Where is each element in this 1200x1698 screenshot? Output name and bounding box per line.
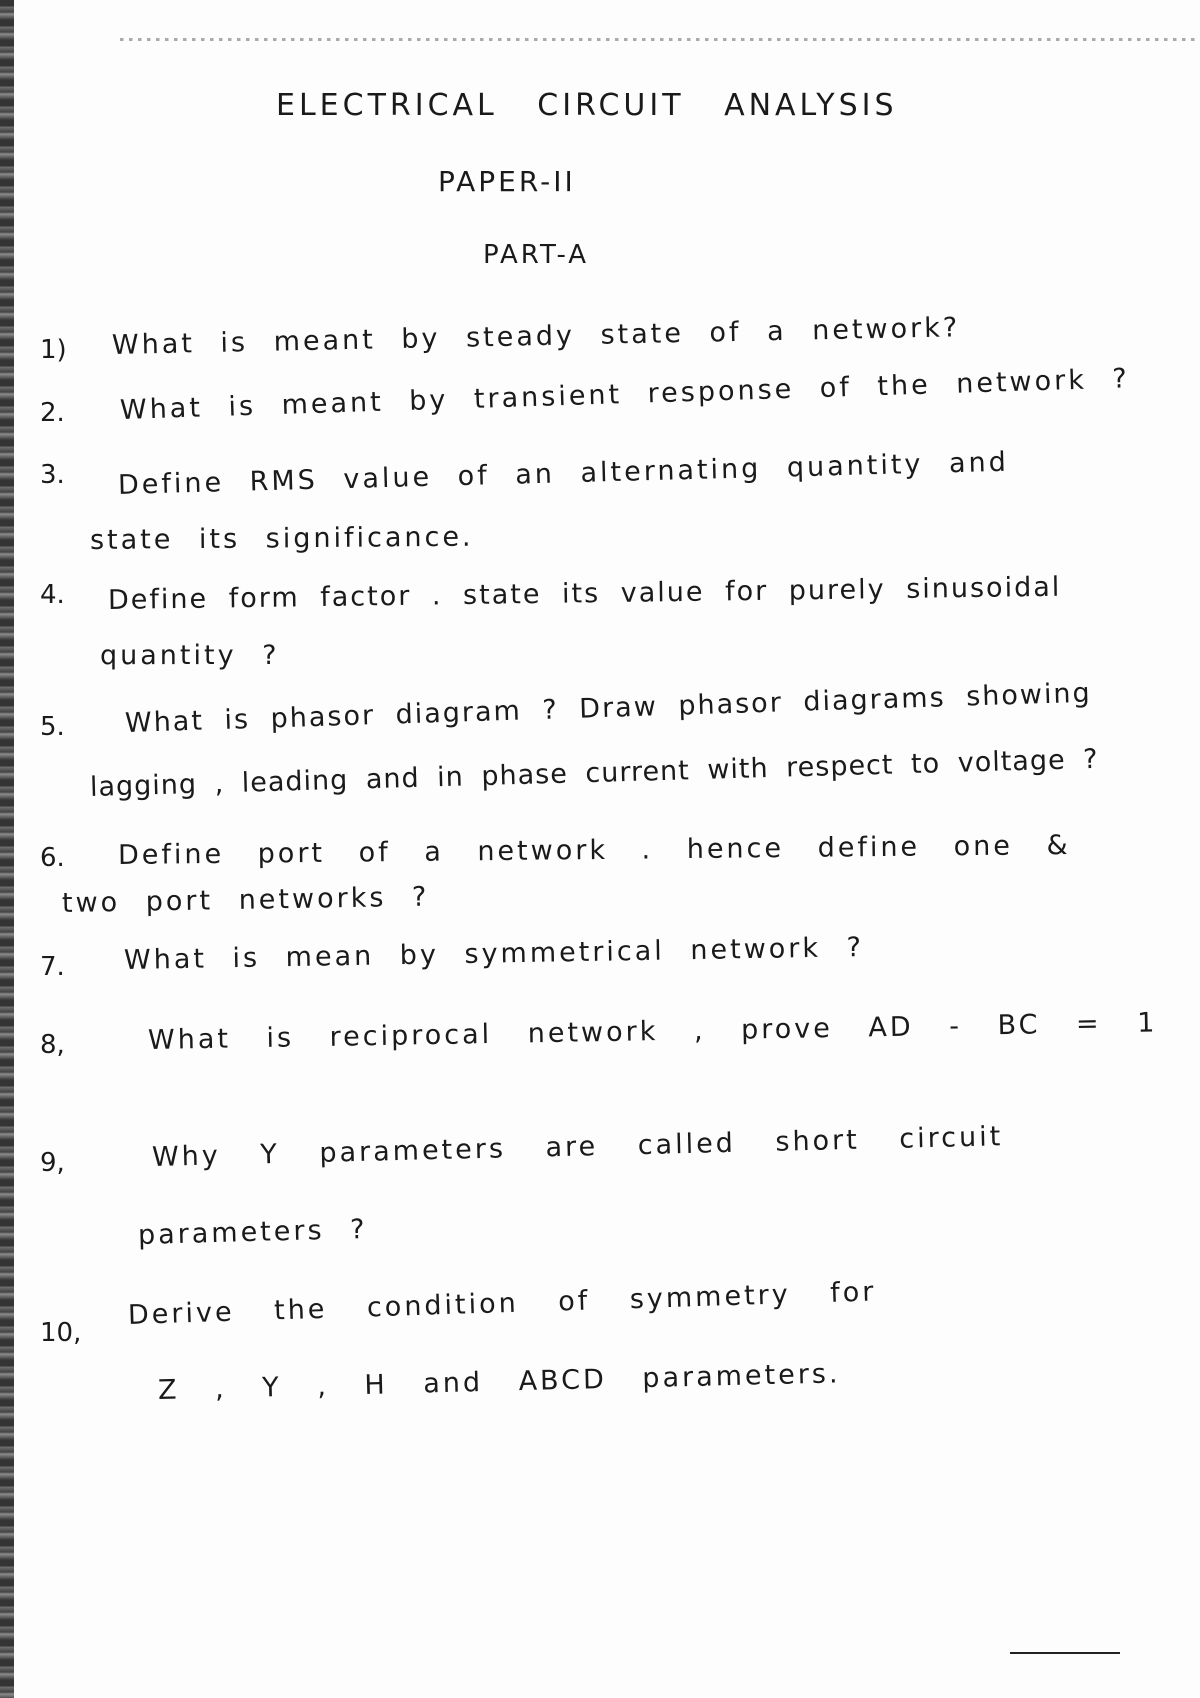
question-text: What is phasor diagram ? Draw phasor diagrams showing — [124, 677, 1093, 739]
question-number: 8, — [40, 1030, 65, 1060]
question-text-continued: quantity ? — [100, 640, 280, 671]
question-number: 7. — [40, 952, 65, 982]
question-number: 5. — [40, 712, 65, 742]
question-text-continued: lagging , leading and in phase current with respect to voltage ? — [89, 743, 1099, 803]
scan-edge-shadow — [0, 0, 14, 1698]
page-title: ELECTRICAL CIRCUIT ANALYSIS — [276, 88, 898, 123]
question-text: Define form factor . state its value for purely sinusoidal — [107, 571, 1062, 616]
scan-top-artifact — [120, 38, 1200, 41]
question-number: 10, — [40, 1318, 82, 1348]
question-text-continued: two port networks ? — [61, 881, 430, 919]
question-text: What is mean by symmetrical network ? — [123, 932, 865, 976]
question-number: 4. — [40, 580, 65, 610]
question-text: What is reciprocal network , prove AD - BC = 1 — [147, 1007, 1158, 1056]
question-number: 1) — [40, 335, 67, 365]
question-text: Define port of a network . hence define one & — [117, 830, 1071, 871]
question-text: What is meant by steady state of a network? — [111, 312, 961, 361]
question-text-continued: state its significance. — [89, 521, 474, 556]
question-text: What is meant by transient response of the network ? — [119, 363, 1131, 426]
question-text: Derive the condition of symmetry for — [127, 1276, 877, 1331]
question-number: 6. — [40, 843, 65, 873]
question-number: 3. — [40, 460, 65, 490]
paper-label: PAPER-II — [438, 165, 576, 198]
question-number: 2. — [40, 398, 65, 428]
question-text-continued: Z , Y , H and ABCD parameters. — [157, 1358, 841, 1406]
question-text-continued: parameters ? — [137, 1213, 368, 1251]
scan-bottom-line — [1010, 1652, 1120, 1654]
question-text: Define RMS value of an alternating quantity and — [117, 446, 1010, 501]
part-label: PART-A — [483, 240, 590, 270]
question-number: 9, — [40, 1148, 65, 1178]
question-text: Why Y parameters are called short circuit — [151, 1121, 1004, 1173]
